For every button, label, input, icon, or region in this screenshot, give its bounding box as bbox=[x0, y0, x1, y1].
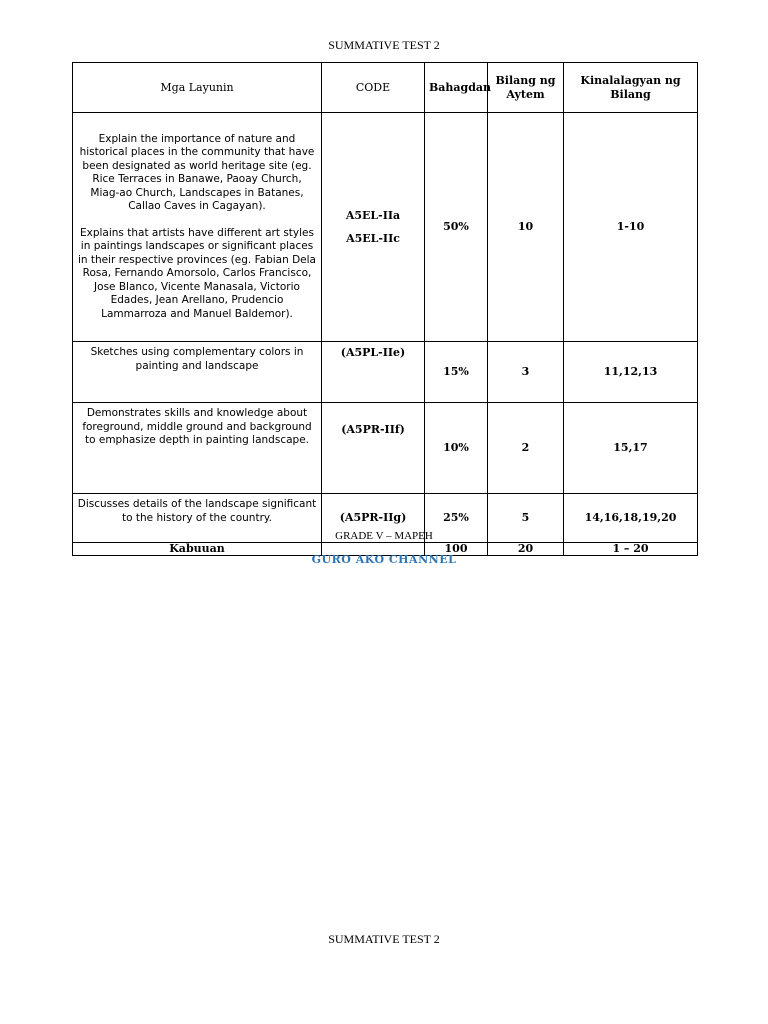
objective-cell: Demonstrates skills and knowledge about foreground, middle ground and background to emphasize depth in painting landscape. bbox=[73, 403, 322, 494]
percent-cell: 10% bbox=[425, 403, 488, 494]
channel-name: GURO AKO CHANNEL bbox=[311, 553, 457, 566]
objective-text: Explains that artists have different art styles in paintings landscapes or significant places in their respective provinces (eg. Fabian Dela Rosa, Fernando Amorsolo, Carlos Francisco, Jose Blanco, Vicente Manasala, Victorio Edades, Jean Arellano, Prudencio Lammarroza and Manuel Baldemor). bbox=[78, 226, 316, 320]
header-objectives: Mga Layunin bbox=[73, 63, 322, 113]
header-items: Bilang ng Aytem bbox=[488, 63, 564, 113]
total-placement: 1 – 20 bbox=[564, 543, 698, 556]
table-header-row bbox=[73, 63, 698, 113]
total-items: 20 bbox=[488, 543, 564, 556]
placement-cell: 1-10 bbox=[564, 113, 698, 342]
header-placement: Kinalalagyan ng Bilang bbox=[564, 63, 698, 113]
table-row bbox=[73, 113, 698, 342]
percent-cell: 50% bbox=[425, 113, 488, 342]
items-cell: 3 bbox=[488, 342, 564, 403]
placement-cell: 14,16,18,19,20 bbox=[564, 494, 698, 543]
total-label: Kabuuan bbox=[73, 543, 322, 556]
code-value: A5EL-IIc bbox=[346, 232, 400, 245]
items-cell: 2 bbox=[488, 403, 564, 494]
code-cell: (A5PL-IIe) bbox=[322, 342, 425, 403]
table-of-specifications bbox=[72, 62, 698, 556]
code-cell: (A5PR-IIg) bbox=[322, 494, 425, 543]
code-cell bbox=[322, 113, 425, 342]
footer-title: SUMMATIVE TEST 2 bbox=[328, 932, 440, 946]
objective-cell: Discusses details of the landscape significant to the history of the country. bbox=[73, 494, 322, 543]
table-row bbox=[73, 342, 698, 403]
placement-cell: 11,12,13 bbox=[564, 342, 698, 403]
code-cell: (A5PR-IIf) bbox=[322, 403, 425, 494]
header-code: CODE bbox=[322, 63, 425, 113]
percent-cell: 15% bbox=[425, 342, 488, 403]
table-row bbox=[73, 403, 698, 494]
percent-cell: 25% bbox=[425, 494, 488, 543]
items-cell: 10 bbox=[488, 113, 564, 342]
items-cell: 5 bbox=[488, 494, 564, 543]
code-value: A5EL-IIa bbox=[345, 208, 401, 222]
objective-cell: Sketches using complementary colors in painting and landscape bbox=[73, 342, 322, 403]
document-title: SUMMATIVE TEST 2 bbox=[328, 38, 440, 52]
header-percent: Bahagdan bbox=[425, 63, 488, 113]
placement-cell: 15,17 bbox=[564, 403, 698, 494]
grade-subject: GRADE V – MAPEH bbox=[335, 530, 433, 542]
objective-cell bbox=[73, 113, 322, 342]
total-percent: 100 bbox=[425, 543, 488, 556]
objective-text: Explain the importance of nature and historical places in the community that have been designated as world heritage site (eg. Rice Terraces in Banawe, Paoay Church, Miag-ao Church, Landscapes in Batanes, Callao Caves in Cagayan). bbox=[79, 132, 315, 213]
